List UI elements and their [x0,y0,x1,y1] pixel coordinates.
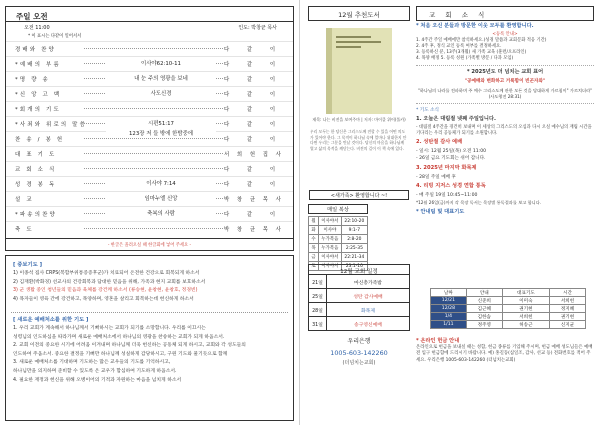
notice-3: 3. 2025년 마지막 화목제 [416,164,477,171]
reading-cell: 이사야서 [319,253,342,262]
staff-header: 안내 [466,289,502,297]
order-leader: 서 희 헌 집 사 [224,152,284,158]
order-item: *신 앙 고 백 [15,92,62,98]
order-leader: 다 같 이 [224,137,284,143]
news-title-box [416,6,594,21]
notice-2-detail-a: - 일시: 12월 25일(목) 오전 11:00 [416,149,487,155]
book-description: 우리 모두는 한 당신은 그리스도께 전할 수 있을 어떤 의도가 있어야 한다. 그 목적이 하나님 속에 얼마나 위대한지 안다면 우리는 그분을 만날 것이다. 당신의 마음을 하나님께 열고 삶의 목적을 깨닫는다. 비전의 길이 이 책 속에 있다. [310,129,407,151]
book-spine [326,28,332,114]
motto: "공예배와 변화하고 거룩함이 빈곤자와" [464,79,546,85]
notice-2-detail-b: - 26일 금요 기도회는 쉬어 갑니다. [416,156,486,162]
prayer-item: 1) 이종석 집사 CRPS(복합부위통증증후군)가 치료되어 온전한 건강으로 회복되게 하소서 [13,271,200,276]
staff-cell: 12/21 [431,297,467,305]
order-row [6,176,293,189]
order-row [6,206,293,219]
staff-cell: 1/11 [431,321,467,329]
staff-header: 날짜 [431,289,467,297]
dot-leader [84,48,223,49]
staff-header-row [431,289,586,297]
order-row [6,161,293,174]
reading-cell: 22:10-20 [341,217,367,226]
reading-cell: 누가복음 [319,244,342,253]
order-item: 성 경 봉 독 [15,182,57,188]
schedule-title: 12월 교회 일정 [308,264,410,275]
order-content: 123장 저 들 밖에 한밤중에 [106,131,216,138]
schedule-date: 25일 [309,289,327,302]
staff-cell: 권기현 [502,305,549,313]
order-content: 임마누엘 신앙 [106,194,216,202]
order-item: 교 회 소 식 [15,167,57,173]
order-leader: 다 같 이 [224,212,284,218]
motto-verse: "하나님의 나라를 전파하며 주 예수 그리스도께 관한 모든 것을 담대하게 가르침이" 가르치더라" (사도행전 28:31) [417,87,593,99]
staff-cell: 정지혜 [549,305,585,313]
offering-heading: * 온라인 헌금 안내 [416,338,460,344]
order-leader: 다 같 이 [224,62,284,68]
dot-leader [84,228,223,229]
order-content: 축복의 사람 [106,209,216,217]
reading-cell: 이사야 [319,226,342,235]
order-leader: 다 같 이 [224,47,284,53]
staff-cell: 12/28 [431,305,467,313]
staff-heading: * 안내팀 및 대표기도 [416,208,465,215]
reading-row [309,244,368,253]
prayer-item: 4) 목자들이 영육 간에 강건하고, 목양하며, 영혼을 살리고 회복하는데 헌신하게 하소서 [13,296,194,302]
schedule-date: 28일 [309,303,327,316]
prayer-item: 3) 군 생활 중인 청년들의 믿음과 육체를 강건케 하소서 (류승현, 윤창현, 윤창호, 정경빈) [13,288,198,294]
order-row [6,71,293,84]
reading-cell: 이사야서 [319,262,342,271]
reading-row [309,253,368,262]
order-item: 축 도 [15,227,34,233]
order-item: *파송의찬양 [15,212,57,218]
bank-name: 우리은행 [347,338,371,345]
registration-guide [416,32,594,62]
reading-cell: 토 [309,262,319,271]
reading-row [309,235,368,244]
standing-note: * 이 표시는 다같이 일어서서 [28,34,82,39]
staff-row [431,297,586,305]
prayer-item: 성령님의 인도하심을 따라가며 새로운 예배처소에서 하나님의 영광을 찬송하는 교회가 되게 하옵소서. [13,334,225,340]
registration-line: 4. 목양 배정 5. 등록 성원 (가족별 방문 / 다과 모임) [416,56,514,62]
staff-cell: 이미숙 [502,297,549,305]
order-row [6,86,293,99]
staff-cell: 1/4 [431,313,467,321]
schedule-row [308,317,410,331]
order-item: 대 표 기 도 [15,152,57,158]
order-row [6,146,293,159]
new-place-list [13,325,290,385]
staff-cell: 서희헌 [549,297,585,305]
staff-cell: 김근혜 [466,305,502,313]
bank-holder: (더넘치는교회) [342,360,376,366]
offering-body: 온라인으로 헌금을 보내실 때는 성함, 헌금 종류를 기입해 주시며, 헌금 예배 성도님들은 예배 전 입구 헌금함에 드리시기 바랍니다. 예) 홍길동(십일조, 감사, 선교 등) 전화번호를 적어 주세요. 우리은행 1005-603-142260 (더넘치는교회) [416,344,593,363]
news-body [416,23,594,218]
reading-row [309,226,368,235]
order-leader: 다 같 이 [224,107,284,113]
prayer-item: 하나님만을 의지하며 준비할 수 있도록 온 교우가 합심하여 기도하게 하옵소서. [13,368,177,374]
order-item: *명 량 송 [15,77,50,83]
staff-cell: 권기현 [549,313,585,321]
order-row [6,221,293,234]
order-row [6,131,293,144]
reading-cell: 22:21-34 [341,253,367,262]
staff-table [430,288,586,329]
right-page [300,0,600,425]
staff-row [431,313,586,321]
staff-header: 대표기도 [502,289,549,297]
intercession-heading: [ 중보기도 ] [13,262,42,268]
order-leader: 다 같 이 [224,122,284,128]
prayer-item: 1. 우리 교회가 계속해서 하나님께서 기뻐하시는 교회가 되기를 소망합니다. 우리를 이끄시는 [13,326,206,331]
schedule-date: 31일 [309,317,327,330]
order-row [6,56,293,69]
staff-cell: 정주영 [466,321,502,329]
schedule-event: 송구영신예배 [354,323,382,328]
order-item: *회개의 기도 [15,107,61,113]
schedule-event: 화목제 [361,309,375,314]
dot-leader [84,153,223,154]
schedule-date: 21일 [309,275,327,288]
prayer-item: 3. 새로운 예배처소를 기대하며 기도하는 많은 교우들의 기도를 기억하시고, [13,360,171,366]
prayer-item: 2. 교회 이전의 중요한 시기에 어려움 이겨내며 하나님께 더욱 헌신하는 공동체 되게 하시고, 교회와 각 성도들의 [13,343,246,349]
notice-3-detail: - 28일 주일 예배 후 [416,174,456,180]
staff-cell: 김한솜 [466,313,502,321]
notice-4: 4. 리빙 지저스 성경 연합 통독 [416,183,486,190]
schedule-row [308,275,410,289]
registration-line: 3. 등록하신 분, 13주(3개월) 새 가족 교육 (훈련/오프라인) [416,50,527,56]
order-leader: 다 같 이 [224,92,284,98]
schedule-row [308,303,410,317]
worship-header-row [6,21,293,31]
order-row [6,41,293,54]
schedule-event: 성탄 감사예배 [353,295,383,300]
dot-leader [84,108,223,109]
order-row [6,101,293,114]
offering-guide [416,338,594,364]
reading-cell: 누가복음 [319,235,342,244]
welcome-line: * 처음 오신 분들과 방문한 이웃 모두를 환영합니다. [416,23,534,29]
notice-2: 2. 성탄절 감사 예배 [416,139,463,146]
order-leader: 다 같 이 [224,77,284,83]
order-content: 이사야62:10-11 [106,59,216,67]
news-title: 교 회 소 식 [429,11,489,19]
staff-cell: 허송근 [502,321,549,329]
new-place-heading: [ 새로운 예배처소를 위한 기도 ] [13,317,89,323]
dot-leader [84,138,223,139]
prayer-box [5,255,294,421]
order-leader: 다 같 이 [224,167,284,173]
order-leader: 박 창 균 목 사 [224,197,284,203]
daily-reading-table [308,216,368,271]
notice-1-detail: - 대림절 4주간을 경건히 보내며 이 세상의 그리스도의 오심과 다시 오실 예수님의 재림 시간을 기다리는 우리 공동체가 되기를 소원합니다. [416,125,592,137]
prayer-item: 4. 필요한 재정과 헌신을 위해 오병이어의 기적과 자원하는 마음을 넘치게 하소서 [13,377,182,383]
order-leader: 다 같 이 [224,182,284,188]
worship-leader: 인도: 박창균 목사 [238,25,277,31]
prayer-item: 인도하여 주옵소서. 중요한 결정을 기뻐만 하나님께 성실하게 감당하시고, 구원 기도와 물기듯으로 함께 [13,351,228,357]
notice-heading: * 기도 소식 [416,107,439,113]
registration-line: 1. 4주간 주일 예배에만 참석하세요.(성경 말씀과 교회문화 적응 기간) [416,38,547,44]
divider [11,312,288,313]
notice-4-detail-a: - 매 주일 19일 10:45~11:00 [416,193,478,199]
staff-cell: 신지균 [549,321,585,329]
reading-cell: 목 [309,244,319,253]
order-item: *예배의 부름 [15,62,61,68]
order-row [6,116,293,129]
worship-footer-note: - 한글은 올려오실 때 한글회에 넣어 주세요 - [6,238,293,250]
reading-cell: 9:1-7 [341,226,367,235]
schedule-event: 마신총가족밤 [354,281,382,286]
order-content: 이사야 7:14 [106,179,216,187]
reading-cell: 금 [309,253,319,262]
reading-cell: 2:25-35 [341,244,367,253]
reading-cell: 이사야서 [319,217,342,226]
reading-cell: 수 [309,235,319,244]
order-item: 찬 송 / 봉 헌 [15,137,65,143]
order-item: 설 교 [15,197,34,203]
reading-row [309,217,368,226]
book-info: 제목: 나는 비전을 보여주마 | 저자: 마이클 위어(폴카) [312,117,406,122]
staff-row [431,321,586,329]
intercession-list [13,270,290,304]
book-cover-lines [336,36,386,51]
bank-info [310,336,408,366]
staff-header: 시간 [549,289,585,297]
motto-heading: * 2025년도 더 넘치는 교회 표어 [466,69,544,76]
staff-row [431,305,586,313]
order-item: 경배와 찬양 [15,47,56,53]
order-item: *사죄와 위로의 말씀 [15,122,87,128]
daily-reading-title: 매일 복상 [308,204,368,214]
staff-cell: 신준희 [466,297,502,305]
worship-title: 주일 오전 [16,12,48,21]
church-schedule [308,264,410,331]
notice-1: 1. 오늘은 대림절 넷째 주일입니다. [416,115,496,122]
book-title-box: 12월 추천도서 [308,6,410,21]
order-leader: 박 창 균 목 사 [224,227,284,233]
order-row [6,191,293,204]
reading-cell: 월 [309,217,319,226]
notice-4-detail-b: *12월 26일(금)까지 각 목장 독서는 목장별 통독결과를 보고 합니다. [416,200,542,206]
dot-leader [84,168,223,169]
order-content: 내 눈 주의 영광을 보네 [106,74,216,82]
worship-time: 오전 11:00 [24,25,50,31]
worship-order-box [5,6,294,251]
reading-cell: 23:1-10 [341,262,367,271]
welcome-box: <새가족> 환영합니다 ~! [309,190,409,200]
registration-line: 2. 4주 후, 정식 교인 등록 여부를 결정하세요. [416,44,502,50]
reading-cell: 화 [309,226,319,235]
schedule-row [308,289,410,303]
prayer-item: 2) 김재환(박화경) 선교사의 건강회복과 담대한 믿음을 위해, 가족과 현지 교회를 보호하소서 [13,279,206,285]
registration-line: <등록 안내> [492,32,518,38]
staff-cell: 서희헌 [502,313,549,321]
order-content: 사도신경 [106,89,216,97]
order-content: 시편51:17 [106,119,216,127]
reading-cell: 2:8-20 [341,235,367,244]
bank-account: 1005-603-142260 [330,349,388,357]
